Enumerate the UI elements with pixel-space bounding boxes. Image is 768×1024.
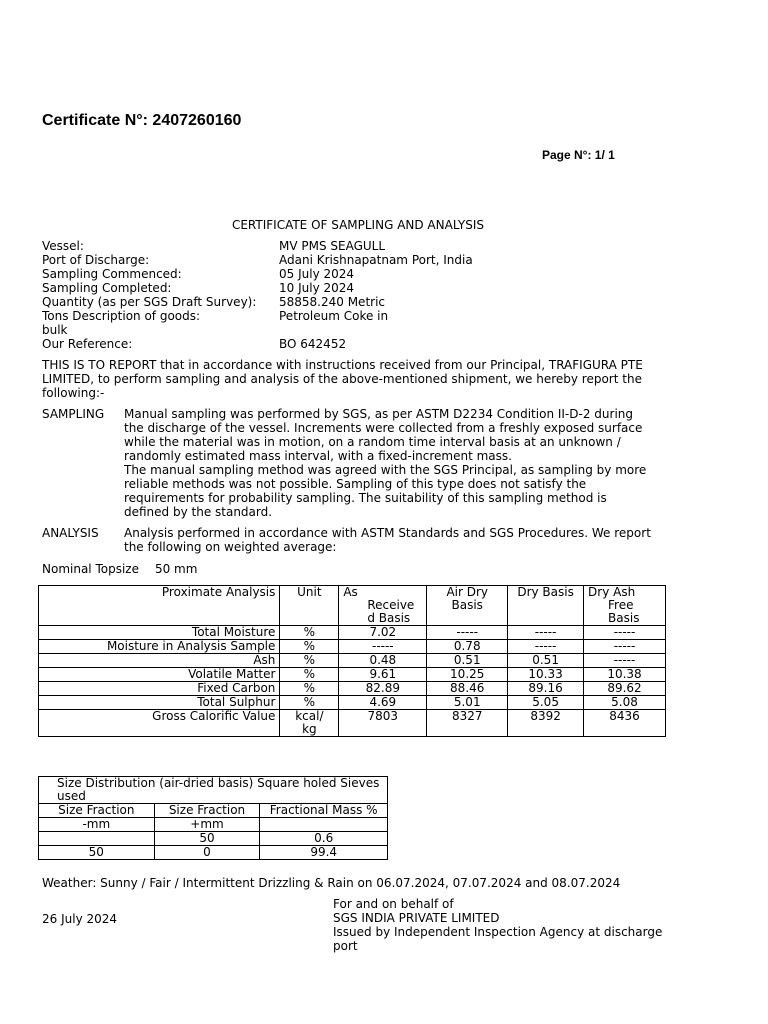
row-label: Moisture in Analysis Sample xyxy=(39,640,280,654)
row-label: Gross Calorific Value xyxy=(39,710,280,737)
weather-note: Weather: Sunny / Fair / Intermittent Drizzling & Rain on 06.07.2024, 07.07.2024 and 08.07.2024 xyxy=(42,876,621,890)
certificate-number: Certificate N°: 2407260160 xyxy=(42,112,242,129)
field-value: 10 July 2024 xyxy=(279,281,355,295)
table-row xyxy=(39,668,666,682)
unit-cell: % xyxy=(280,640,339,654)
table-row xyxy=(39,832,388,846)
unit-cell: % xyxy=(280,682,339,696)
value-cell: 5.08 xyxy=(584,696,666,710)
field-commenced xyxy=(42,267,682,281)
field-value: Petroleum Coke in xyxy=(279,309,389,323)
value-cell: 9.61 xyxy=(339,668,427,682)
analysis-label: ANALYSIS xyxy=(42,526,99,540)
nominal-topsize xyxy=(42,562,213,576)
value-cell: 0 xyxy=(154,846,260,860)
field-value: MV PMS SEAGULL xyxy=(279,239,386,253)
behalf-line: For and on behalf of xyxy=(333,897,454,911)
shipment-details xyxy=(42,239,682,351)
sampling-label: SAMPLING xyxy=(42,407,105,421)
field-completed xyxy=(42,281,682,295)
value-cell: 4.69 xyxy=(339,696,427,710)
field-label: Our Reference: xyxy=(42,337,133,351)
value-cell: 8392 xyxy=(508,710,584,737)
unit-cell: % xyxy=(280,626,339,640)
table-header-row xyxy=(39,586,666,626)
header-as-received-line1: As xyxy=(343,585,358,599)
table-units-row xyxy=(39,818,388,832)
header-as-received xyxy=(339,586,427,626)
value-cell: 10.25 xyxy=(427,668,508,682)
value-cell: 82.89 xyxy=(339,682,427,696)
nominal-topsize-value: 50 mm xyxy=(154,562,198,576)
value-cell: 7803 xyxy=(339,710,427,737)
table-row xyxy=(39,640,666,654)
value-cell: ----- xyxy=(508,640,584,654)
value-cell: 5.05 xyxy=(508,696,584,710)
issuer-note: Issued by Independent Inspection Agency at discharge port xyxy=(333,925,663,953)
row-label: Volatile Matter xyxy=(39,668,280,682)
value-cell: 0.51 xyxy=(508,654,584,668)
value-cell: 99.4 xyxy=(260,846,388,860)
field-value: 05 July 2024 xyxy=(279,267,355,281)
header-dry: Dry Basis xyxy=(508,586,584,626)
table-row xyxy=(39,626,666,640)
row-label: Ash xyxy=(39,654,280,668)
value-cell: 10.33 xyxy=(508,668,584,682)
field-description xyxy=(42,309,682,323)
signatory-block xyxy=(333,897,663,953)
intro-paragraph: THIS IS TO REPORT that in accordance with instructions received from our Principal, TRAFIGURA PTE LIMITED, to perform sampling and analysis of the above-mentioned shipment, we hereby report the following:- xyxy=(42,358,643,400)
field-value: 58858.240 Metric xyxy=(279,295,386,309)
value-cell: ----- xyxy=(427,626,508,640)
row-label: Total Moisture xyxy=(39,626,280,640)
row-label: Total Sulphur xyxy=(39,696,280,710)
field-label: Vessel: xyxy=(42,239,84,253)
field-label: Sampling Completed: xyxy=(42,281,172,295)
unit-cell: +mm xyxy=(154,818,260,832)
table-row xyxy=(39,696,666,710)
unit-cell: kcal/ kg xyxy=(280,710,339,737)
header-as-received-line3: d Basis xyxy=(367,611,411,625)
value-cell: ----- xyxy=(339,640,427,654)
header-dry-ash-free-line1: Dry Ash xyxy=(588,585,636,599)
value-cell: 5.01 xyxy=(427,696,508,710)
unit-cell: % xyxy=(280,696,339,710)
nominal-topsize-label: Nominal Topsize xyxy=(42,562,139,576)
sampling-text xyxy=(124,407,654,519)
header-as-received-line2: Receive xyxy=(367,598,415,612)
value-cell: 0.48 xyxy=(339,654,427,668)
value-cell: ----- xyxy=(584,626,666,640)
header-size-fraction-minus: Size Fraction xyxy=(39,804,155,818)
field-vessel xyxy=(42,239,682,253)
table-row xyxy=(39,710,666,737)
value-cell: 89.16 xyxy=(508,682,584,696)
header-fractional-mass: Fractional Mass % xyxy=(260,804,388,818)
header-dry-ash-free xyxy=(584,586,666,626)
value-cell xyxy=(39,832,155,846)
row-label: Fixed Carbon xyxy=(39,682,280,696)
unit-cell xyxy=(260,818,388,832)
value-cell: 0.51 xyxy=(427,654,508,668)
value-cell: 8327 xyxy=(427,710,508,737)
sampling-paragraph-2: The manual sampling method was agreed with the SGS Principal, as sampling by more reliable methods was not possible. Sampling of this type does not satisfy the requirements for probability sampling. The suitability of this sampling method is defined by the standard. xyxy=(124,463,647,519)
company-name: SGS INDIA PRIVATE LIMITED xyxy=(333,911,500,925)
analysis-text: Analysis performed in accordance with ASTM Standards and SGS Procedures. We report the following on weighted average: xyxy=(124,526,651,554)
header-dry-ash-free-line2: Free Basis xyxy=(608,598,640,625)
value-cell: 0.6 xyxy=(260,832,388,846)
document-title: CERTIFICATE OF SAMPLING AND ANALYSIS xyxy=(231,218,485,232)
value-cell: 89.62 xyxy=(584,682,666,696)
header-unit: Unit xyxy=(280,586,339,626)
field-port xyxy=(42,253,682,267)
table-header-row xyxy=(39,804,388,818)
field-label: Port of Discharge: xyxy=(42,253,150,267)
value-cell: 7.02 xyxy=(339,626,427,640)
field-value: Adani Krishnapatnam Port, India xyxy=(279,253,473,267)
table-header-row xyxy=(39,777,388,804)
field-label: Sampling Commenced: xyxy=(42,267,182,281)
value-cell: ----- xyxy=(584,654,666,668)
field-description-cont xyxy=(42,323,682,337)
header-size-fraction-plus: Size Fraction xyxy=(154,804,260,818)
sampling-paragraph-1: Manual sampling was performed by SGS, as per ASTM D2234 Condition II-D-2 during the discharge of the vessel. Increments were collected from a freshly exposed surface while the material was in motion, on a random time interval basis at an unknown / randomly estimated mass interval, with a fixed-increment mass. xyxy=(124,407,643,463)
table-row xyxy=(39,846,388,860)
field-value: BO 642452 xyxy=(279,337,347,351)
header-air-dry: Air Dry Basis xyxy=(427,586,508,626)
size-distribution-title: Size Distribution (air-dried basis) Square holed Sieves used xyxy=(39,777,388,804)
table-row xyxy=(39,654,666,668)
field-reference xyxy=(42,337,682,351)
value-cell: ----- xyxy=(584,640,666,654)
unit-cell: -mm xyxy=(39,818,155,832)
field-label: Tons Description of goods: xyxy=(42,309,201,323)
value-cell: 0.78 xyxy=(427,640,508,654)
size-distribution-table xyxy=(38,776,388,860)
value-cell: 50 xyxy=(39,846,155,860)
unit-cell: % xyxy=(280,668,339,682)
value-cell: 10.38 xyxy=(584,668,666,682)
field-label: Quantity (as per SGS Draft Survey): xyxy=(42,295,257,309)
field-quantity xyxy=(42,295,682,309)
unit-cell: % xyxy=(280,654,339,668)
value-cell: 88.46 xyxy=(427,682,508,696)
value-cell: 8436 xyxy=(584,710,666,737)
header-proximate: Proximate Analysis xyxy=(39,586,280,626)
value-cell: 50 xyxy=(154,832,260,846)
proximate-analysis-table xyxy=(38,585,666,737)
field-label: bulk xyxy=(42,323,68,337)
issue-date: 26 July 2024 xyxy=(42,912,118,926)
value-cell: ----- xyxy=(508,626,584,640)
table-row xyxy=(39,682,666,696)
page-number: Page N°: 1/ 1 xyxy=(542,148,615,162)
